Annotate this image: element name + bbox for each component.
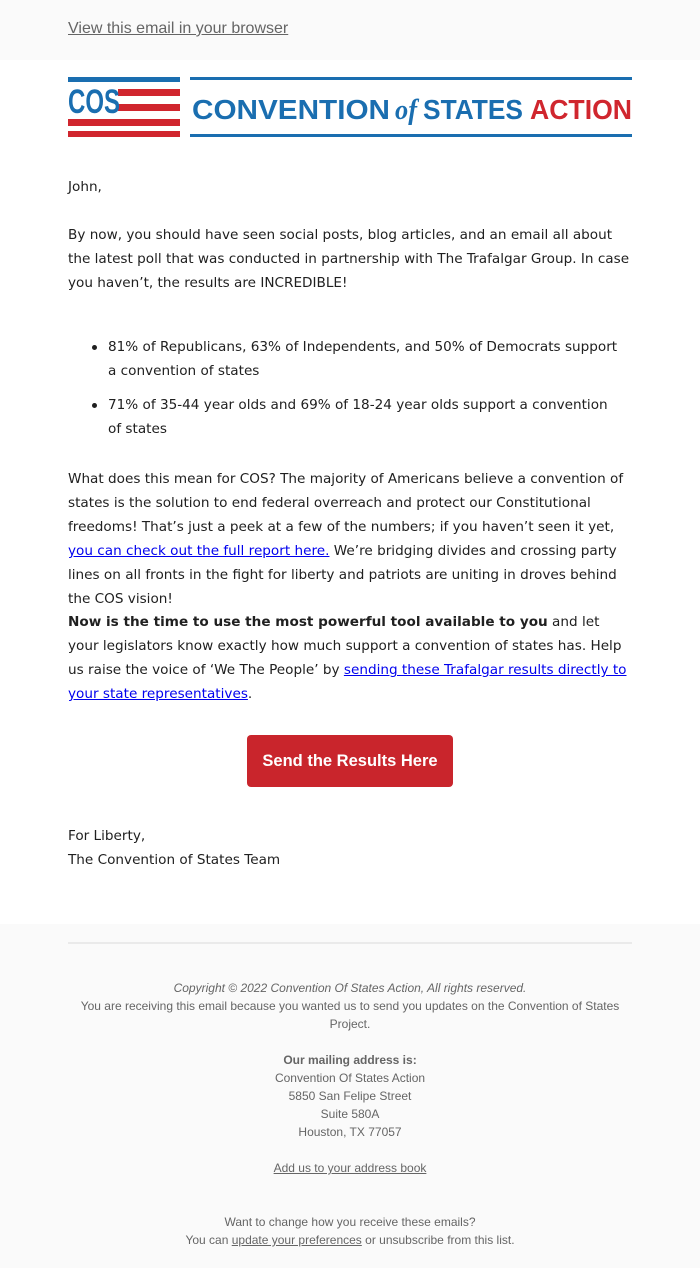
logo-word-states: STATES — [423, 94, 523, 125]
add-address-book-link[interactable]: Add us to your address book — [273, 1161, 427, 1175]
logo-word-action: ACTION — [530, 94, 632, 125]
logo-mark: COS — [68, 83, 120, 121]
signoff-line: For Liberty, — [68, 828, 146, 844]
view-in-browser-link[interactable]: View this email in your browser — [68, 20, 289, 37]
logo-word-of: of — [395, 95, 420, 126]
paragraph-text: . — [247, 686, 253, 702]
full-report-link[interactable]: you can check out the full report here. — [68, 543, 330, 559]
footer-divider — [68, 942, 632, 944]
change-prompt: Want to change how you receive these emails? — [224, 1215, 476, 1229]
preferences-row — [68, 1231, 632, 1249]
address-book-row — [68, 1159, 632, 1177]
paragraph-text: What does this mean for COS? The majority of Americans believe a convention of states is the solution to end federal overreach and protect our Constitutional freedoms! That’s just a peek at a few of the numbers; if you haven’t seen it yet, — [68, 471, 624, 535]
footer-text: or unsubscribe from this list. — [361, 1233, 515, 1247]
footer — [0, 924, 700, 1268]
copyright-text: Copyright © 2022 Convention Of States Action, All rights reserved. — [173, 981, 527, 995]
address-line: Houston, TX 77057 — [298, 1125, 402, 1139]
meaning-paragraph — [68, 467, 634, 611]
signoff — [68, 824, 634, 872]
mailing-address-heading: Our mailing address is: — [283, 1053, 417, 1067]
email-body — [0, 60, 700, 924]
send-results-link[interactable]: sending these Trafalgar results directly to your state representatives — [68, 662, 627, 702]
logo-word-convention: CONVENTION — [192, 94, 390, 125]
bold-text: Now is the time to use the most powerful tool available to you — [68, 614, 548, 630]
convention-of-states-action-logo — [68, 77, 632, 137]
list-item: 81% of Republicans, 63% of Independents, and 50% of Democrats support a convention of states — [108, 335, 618, 383]
intro-paragraph: By now, you should have seen social posts, blog articles, and an email all about the latest poll that was conducted in partnership with The Trafalgar Group. In case you haven’t, the results are INCREDIBLE! — [68, 227, 630, 291]
subscription-reason: You are receiving this email because you wanted us to send you updates on the Convention of States Project. — [80, 999, 620, 1031]
paragraph-text: We’re bridging divides and crossing party lines on all fronts in the fight for liberty and patriots are uniting in droves behind the COS vision! — [68, 543, 617, 607]
footer-text: You can — [185, 1233, 232, 1247]
list-item: 71% of 35-44 year olds and 69% of 18-24 year olds support a convention of states — [108, 393, 618, 441]
address-line: Convention Of States Action — [274, 1071, 426, 1085]
address-line: Suite 580A — [320, 1107, 380, 1121]
signoff-signature: The Convention of States Team — [68, 852, 281, 868]
greeting: John, — [68, 179, 102, 195]
address-line: 5850 San Felipe Street — [288, 1089, 412, 1103]
poll-results-list — [108, 335, 618, 451]
call-to-action-paragraph — [68, 610, 634, 706]
update-preferences-link[interactable]: update your preferences — [231, 1233, 362, 1247]
paragraph-text: and let your legislators know exactly how much support a convention of states has. Help us raise the voice of ‘We The People’ by — [68, 614, 622, 678]
preheader — [0, 0, 700, 60]
send-results-button[interactable]: Send the Results Here — [247, 735, 453, 787]
